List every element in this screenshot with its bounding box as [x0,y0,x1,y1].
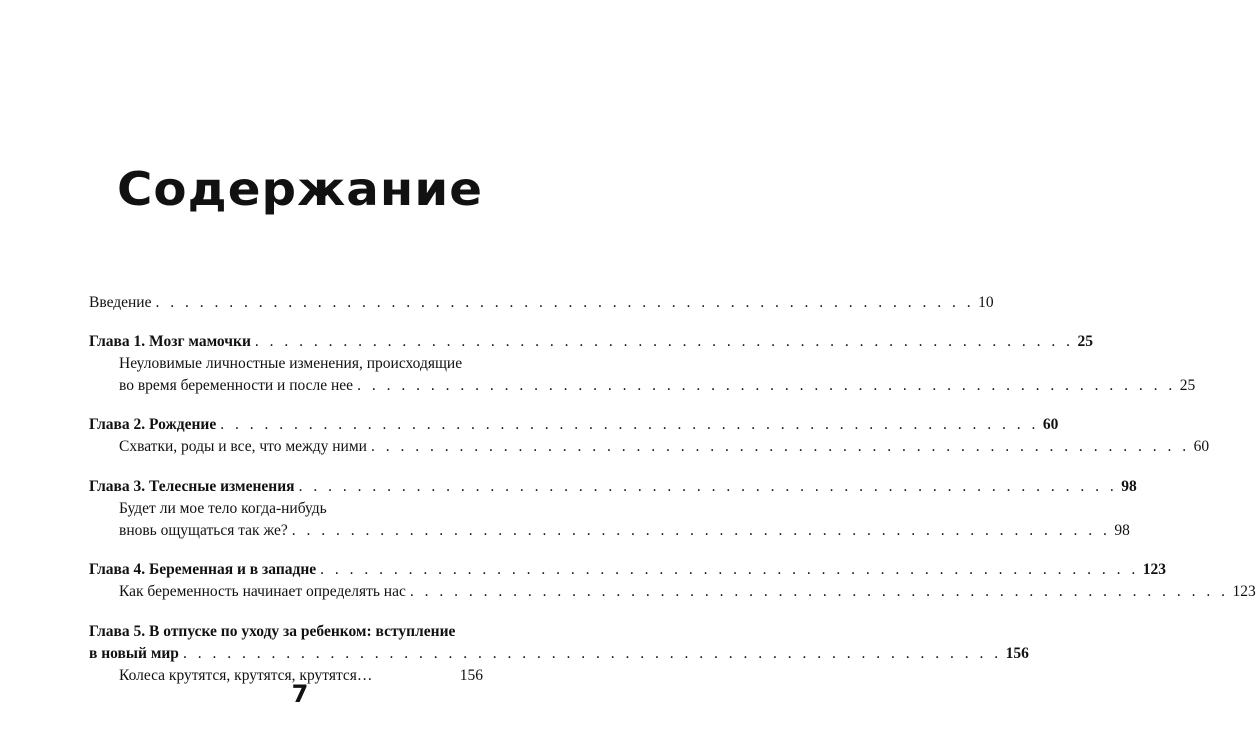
table-of-contents [89,292,1256,687]
toc-section-4 [89,581,1256,603]
toc-chapter-title: Глава 3. Телесные изменения [89,478,295,495]
toc-chapter-1 [89,331,1094,353]
dot-leader: . . . . . . . . . . . . . . . . . . . . . . . . . . . . . . . . . . . . . . . . . . . . . . . . . . . . . . . . [370,438,1190,455]
toc-section-title: Колеса крутятся, крутятся, крутятся… [119,667,373,684]
toc-entry-introduction [89,292,994,314]
toc-section-title: Как беременность начинает определять нас [119,583,406,600]
toc-page-number: 10 [978,294,994,311]
toc-page-number: 60 [1042,416,1059,433]
dot-leader: . . . . . . . . . . . . . . . . . . . . . . . . . . . . . . . . . . . . . . . . . . . . . . . . . . . . . . . . [320,561,1139,578]
toc-page-number: 25 [1179,377,1196,394]
dot-leader: . . . . . . . . . . . . . . . . . . . . . . . . . . . . . . . . . . . . . . . . . . . . . . . . . . . . . . . . [409,583,1229,600]
toc-chapter-title: Глава 1. Мозг мамочки [89,333,251,350]
toc-page-number: 123 [1232,583,1256,600]
toc-page-number: 156 [459,667,483,684]
toc-section-1-line [89,353,483,375]
toc-page-number: 60 [1193,438,1210,455]
dot-leader: . . . . . . . . . . . . . . . . . . . . . . . . . . . . . . . . . . . . . . . . . . . . . . . . . . . . . . . . [357,377,1176,394]
page-title: Содержание [116,162,484,216]
toc-chapter-3 [89,476,1137,498]
toc-page-number: 98 [1114,522,1130,539]
toc-section-1 [89,375,1196,397]
toc-section-2 [89,436,1210,458]
toc-page-number: 123 [1142,561,1167,578]
dot-leader: . . . . . . . . . . . . . . . . . . . . . . . . . . . . . . . . . . . . . . . . . . . . . . . . . . . . . . . . [220,416,1039,433]
toc-chapter-5 [89,643,1029,665]
dot-leader: . . . . . . . . . . . . . . . . . . . . . . . . . . . . . . . . . . . . . . . . . . . . . . . . . . . . . . . . [298,478,1118,495]
toc-section-3 [89,520,1130,542]
toc-section-title: во время беременности и после нее [119,377,354,394]
toc-chapter-4 [89,559,1167,581]
toc-page-number: 156 [1005,645,1029,662]
toc-entry-title: Введение [89,294,152,311]
toc-chapter-title: в новый мир [89,645,179,662]
toc-section-title: Неуловимые личностные изменения, происходящие [119,355,463,372]
toc-section-3-line [89,498,483,520]
dot-leader: . . . . . . . . . . . . . . . . . . . . . . . . . . . . . . . . . . . . . . . . . . . . . . . . . . . . . . . . [291,522,1111,539]
toc-page-number: 25 [1077,333,1094,350]
dot-leader: . . . . . . . . . . . . . . . . . . . . . . . . . . . . . . . . . . . . . . . . . . . . . . . . . . . . . . . . [182,645,1002,662]
toc-section-title: вновь ощущаться так же? [119,522,288,539]
toc-chapter-title: Глава 2. Рождение [89,416,217,433]
toc-section-title: Схватки, роды и все, что между ними [119,438,367,455]
toc-chapter-5-line [89,621,483,643]
dot-leader: . . . . . . . . . . . . . . . . . . . . . . . . . . . . . . . . . . . . . . . . . . . . . . . . . . . . . . . . [155,294,975,311]
toc-chapter-title: Глава 4. Беременная и в западне [89,561,317,578]
toc-page-number: 98 [1121,478,1137,495]
toc-section-title: Будет ли мое тело когда-нибудь [119,500,327,517]
dot-leader: . . . . . . . . . . . . . . . . . . . . . . . . . . . . . . . . . . . . . . . . . . . . . . . . . . . . . . . . [254,333,1074,350]
page-number: 7 [291,680,309,708]
toc-chapter-title: Глава 5. В отпуске по уходу за ребенком: вступление [89,623,456,640]
toc-chapter-2 [89,414,1059,436]
